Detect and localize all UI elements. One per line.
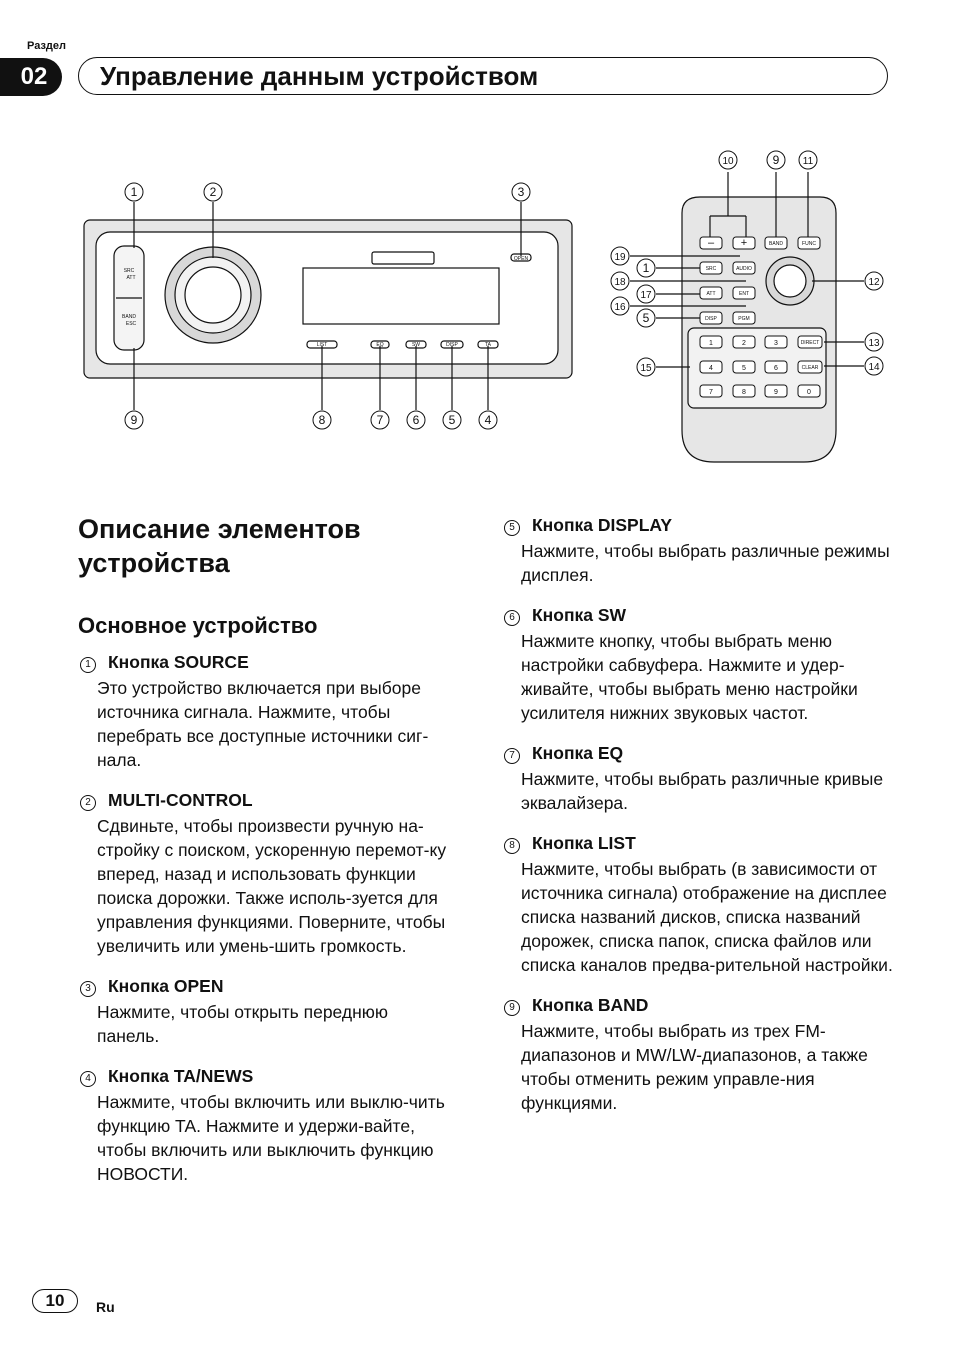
item-title: Кнопка OPEN bbox=[108, 976, 224, 996]
remote-ent-label: ENT bbox=[739, 291, 749, 297]
callout-3: 3 bbox=[517, 185, 525, 199]
list-item bbox=[504, 603, 894, 725]
eq-label: EQ bbox=[376, 342, 384, 348]
item-body: Нажмите, чтобы выбрать различные режимы дисплея. bbox=[521, 541, 890, 585]
sw-label: SW bbox=[411, 342, 421, 348]
remote-key-2: 2 bbox=[742, 340, 746, 347]
callout-8: 8 bbox=[318, 413, 326, 427]
remote-callout-12: 12 bbox=[868, 277, 880, 288]
callout-9: 9 bbox=[130, 413, 138, 427]
item-title: Кнопка TA/NEWS bbox=[108, 1066, 254, 1086]
item-number: 4 bbox=[80, 1071, 96, 1087]
item-number: 1 bbox=[80, 657, 96, 673]
remote-key-5: 5 bbox=[742, 365, 746, 372]
item-body: Это устройство включается при выборе источника сигнала. Нажмите, чтобы перебрать все доступные источники сиг-нала. bbox=[97, 678, 429, 770]
remote-disp-label: DISP bbox=[705, 316, 717, 322]
remote-callout-10: 10 bbox=[722, 156, 734, 167]
item-body: Нажмите, чтобы выбрать различные кривые эквалайзера. bbox=[521, 769, 884, 813]
item-body: Нажмите, чтобы открыть переднюю панель. bbox=[97, 1002, 389, 1046]
callout-7: 7 bbox=[376, 413, 384, 427]
remote-att-label: ATT bbox=[706, 291, 716, 297]
main-heading: Описание элементов устройства bbox=[78, 514, 361, 578]
remote-key-4: 4 bbox=[709, 365, 713, 372]
remote-callout-11: 11 bbox=[802, 156, 814, 167]
remote-callout-13: 13 bbox=[868, 338, 880, 349]
device-diagram bbox=[0, 140, 954, 480]
list-item bbox=[80, 1064, 455, 1186]
item-title: Кнопка LIST bbox=[532, 833, 636, 853]
remote-callout-5: 5 bbox=[642, 311, 650, 325]
chapter-title: Управление данным устройством bbox=[100, 61, 539, 91]
item-body: Нажмите, чтобы включить или выклю-чить функцию TA. Нажмите и удержи-вайте, чтобы включить или выключить функцию НОВОСТИ. bbox=[97, 1092, 445, 1184]
remote-callout-16: 16 bbox=[614, 302, 626, 313]
list-item bbox=[80, 650, 455, 772]
remote-direct-label: DIRECT bbox=[800, 340, 820, 346]
item-title: Кнопка SW bbox=[532, 605, 627, 625]
remote-audio-label: AUDIO bbox=[736, 266, 752, 272]
src-label: SRC bbox=[123, 268, 135, 274]
list-item bbox=[504, 513, 894, 587]
list-item bbox=[504, 741, 894, 815]
item-number: 3 bbox=[80, 981, 96, 997]
remote-callout-9: 9 bbox=[772, 153, 780, 167]
remote-callout-18: 18 bbox=[614, 277, 626, 288]
remote-clear-label: CLEAR bbox=[801, 365, 819, 371]
remote-key-3: 3 bbox=[774, 340, 778, 347]
callout-6: 6 bbox=[412, 413, 420, 427]
item-body: Нажмите, чтобы выбрать (в зависимости от источника сигнала) отображение на дисплее списка названий дисков, списка названий дорожек, списка папок, списка файлов или списка каналов предва-рительной настройки. bbox=[521, 859, 893, 975]
callout-1: 1 bbox=[130, 185, 138, 199]
remote-callout-19: 19 bbox=[614, 252, 626, 263]
item-title: Кнопка BAND bbox=[532, 995, 649, 1015]
disp-label: DISP bbox=[446, 342, 458, 348]
remote-key-9: 9 bbox=[774, 389, 778, 396]
item-title: MULTI-CONTROL bbox=[108, 790, 253, 810]
esc-label: ESC bbox=[125, 321, 137, 327]
item-title: Кнопка DISPLAY bbox=[532, 515, 673, 535]
remote-callout-1: 1 bbox=[642, 261, 650, 275]
remote-plus-label: + bbox=[740, 237, 748, 249]
remote-src-label: SRC bbox=[705, 266, 717, 272]
item-number: 6 bbox=[504, 610, 520, 626]
item-title: Кнопка SOURCE bbox=[108, 652, 249, 672]
list-item bbox=[80, 974, 455, 1048]
head-unit-illustration bbox=[84, 202, 572, 410]
item-body: Нажмите кнопку, чтобы выбрать меню настройки сабвуфера. Нажмите и удер-живайте, чтобы выбрать меню настройки усилителя нижних звуковых частот. bbox=[521, 631, 858, 723]
chapter-number-badge: 02 bbox=[0, 58, 62, 96]
item-number: 5 bbox=[504, 520, 520, 536]
list-label: LIST bbox=[316, 342, 328, 348]
item-number: 8 bbox=[504, 838, 520, 854]
remote-callout-14: 14 bbox=[868, 362, 880, 373]
remote-band-label: BAND bbox=[769, 241, 783, 247]
band-label: BAND bbox=[122, 314, 136, 320]
list-item bbox=[504, 831, 894, 977]
callout-2: 2 bbox=[209, 185, 217, 199]
item-number: 9 bbox=[504, 1000, 520, 1016]
remote-key-0: 0 bbox=[807, 389, 811, 396]
remote-func-label: FUNC bbox=[802, 241, 816, 247]
remote-key-6: 6 bbox=[774, 365, 778, 372]
callout-5: 5 bbox=[448, 413, 456, 427]
callout-4: 4 bbox=[484, 413, 492, 427]
remote-key-8: 8 bbox=[742, 389, 746, 396]
item-title: Кнопка EQ bbox=[532, 743, 624, 763]
att-label: ATT bbox=[126, 275, 136, 281]
item-body: Сдвиньте, чтобы произвести ручную на-стройку с поиском, ускоренную перемот-ку вперед, назад и использовать функции поиска дорожки. Также исполь-зуется для управления функциями. Поверните, чтобы увеличить или умень-шить громкость. bbox=[97, 816, 447, 956]
remote-key-7: 7 bbox=[709, 389, 713, 396]
left-column bbox=[80, 650, 455, 1202]
right-column bbox=[504, 513, 894, 1131]
item-number: 2 bbox=[80, 795, 96, 811]
language-code: Ru bbox=[96, 1299, 115, 1315]
item-number: 7 bbox=[504, 748, 520, 764]
page-number: 10 bbox=[32, 1289, 78, 1313]
remote-minus-label: – bbox=[707, 237, 715, 249]
remote-callout-15: 15 bbox=[640, 363, 652, 374]
list-item bbox=[80, 788, 455, 958]
open-label: OPEN bbox=[513, 256, 529, 262]
list-item bbox=[504, 993, 894, 1115]
sub-heading: Основное устройство bbox=[78, 613, 318, 638]
remote-key-1: 1 bbox=[709, 340, 713, 347]
item-body: Нажмите, чтобы выбрать из трех FM-диапазонов и MW/LW-диапазонов, а также чтобы отменить режим управле-ния функциями. bbox=[521, 1021, 868, 1113]
section-label: Раздел bbox=[27, 40, 66, 52]
remote-callout-17: 17 bbox=[640, 290, 652, 301]
remote-pgm-label: PGM bbox=[738, 316, 750, 322]
ta-label: TA bbox=[484, 342, 492, 348]
